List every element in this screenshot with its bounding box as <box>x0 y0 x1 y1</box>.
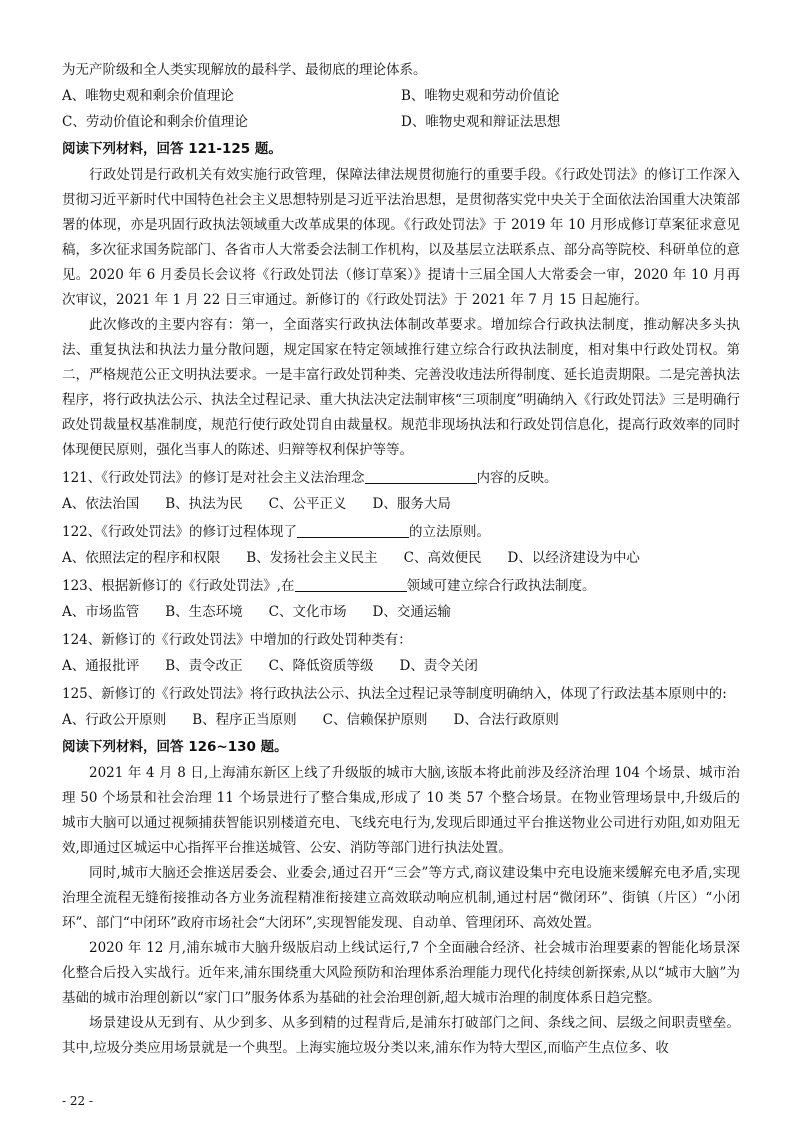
prev-options-row-2 <box>62 110 740 135</box>
question-stem <box>62 681 740 707</box>
option: D、唯物史观和辩证法思想 <box>401 114 561 130</box>
option: A、唯物史观和剩余价值理论 <box>62 88 234 104</box>
intro-line: 为无产阶级和全人类实现解放的最科学、最彻底的理论体系。 <box>62 62 427 78</box>
option: D、责令关闭 <box>399 658 478 674</box>
question-text: 124、新修订的《行政处罚法》中增加的行政处罚种类有： <box>62 632 412 648</box>
answer-blank <box>297 521 409 538</box>
option: C、高效便民 <box>403 550 482 566</box>
option: C、劳动价值论和剩余价值理论 <box>62 114 248 130</box>
option: A、通报批评 <box>62 658 140 674</box>
question-stem <box>62 519 740 545</box>
section-heading: 阅读下列材料，回答 126~130 题。 <box>62 739 288 755</box>
document-page <box>62 58 740 1061</box>
option: A、市场监管 <box>62 604 140 620</box>
option: B、唯物史观和劳动价值论 <box>401 88 560 104</box>
material-paragraph: 2021 年 4 月 8 日,上海浦东新区上线了升级版的城市大脑,该版本将此前涉及经济治理 104 个场景、城市治理 50 个场景和社会治理 11 个场景进行了整合集成,形成了 10 类 57 个整合场景。在物业管理场景中,升级后的城市大脑可以通过视频捕获智能识别楼道充电、飞线充电行为,发现后即通过平台推送物业公司进行劝阻,如劝阻无效,即通过区城运中心指挥平台推送城管、公安、消防等部门进行执法处置。 <box>62 765 740 856</box>
option: A、依法治国 <box>62 496 140 512</box>
options-row <box>62 654 740 679</box>
question-stem <box>62 465 740 491</box>
question-text: 122、《行政处罚法》的修订过程体现了 <box>62 524 298 540</box>
option: C、公平正义 <box>268 496 347 512</box>
question-text: 121、《行政处罚法》的修订是对社会主义法治理念 <box>62 470 365 486</box>
options-row <box>62 546 740 571</box>
answer-blank <box>365 467 477 484</box>
option: D、服务大局 <box>372 496 451 512</box>
page-number: - 22 - <box>62 1094 94 1108</box>
question-stem <box>62 573 740 599</box>
material-paragraph: 行政处罚是行政机关有效实施行政管理，保障法律法规贯彻施行的重要手段。《行政处罚法》的修订工作深入贯彻习近平新时代中国特色社会主义思想特别是习近平法治思想，是贯彻落实党中央关于全面依法治国重大决策部署的体现，亦是巩固行政执法领域重大改革成果的体现。《行政处罚法》于 2019 年 10 月形成修订草案征求意见稿，多次征求国务院部门、各省市人大常委会法制工作机构，以及基层立法联系点、部分高等院校、科研单位的意见。2020 年 6 月委员长会议将《行政处罚法（修订草案）》提请十三届全国人大常委会一审，2020 年 10 月再次审议，2021 年 1 月 22 日三审通过。新修订的《行政处罚法》于 2021 年 7 月 15 日起施行。 <box>62 167 740 308</box>
question-text: 内容的反映。 <box>476 470 558 486</box>
option: B、程序正当原则 <box>192 712 297 728</box>
option: D、以经济建设为中心 <box>507 550 640 566</box>
options-row <box>62 708 740 733</box>
material-paragraph: 场景建设从无到有、从少到多、从多到精的过程背后,是浦东打破部门之间、条线之间、层级之间职责壁垒。其中,垃圾分类应用场景就是一个典型。上海实施垃圾分类以来,浦东作为特大型区,而临产生点位多、收 <box>62 1015 740 1056</box>
option: B、责令改正 <box>165 658 243 674</box>
material-paragraph: 同时,城市大脑还会推送居委会、业委会,通过召开“三会”等方式,商议建设集中充电设施来缓解充电矛盾,实现治理全流程无缝衔接推动各方业务流程精准衔接建立高效联动响应机制,通过村居“微闭环”、街镇（片区）“小闭环”、部门“中闭环”政府市场社会“大闭环”,实现智能发现、自动单、管理闭环、高效处置。 <box>62 865 740 931</box>
option: D、交通运输 <box>372 604 451 620</box>
section-heading: 阅读下列材料，回答 121-125 题。 <box>62 141 282 157</box>
option: D、合法行政原则 <box>453 712 559 728</box>
question-stem <box>62 627 740 653</box>
material-paragraph: 此次修改的主要内容有：第一，全面落实行政执法体制改革要求。增加综合行政执法制度，推动解决多头执法、重复执法和执法力量分散问题，规定国家在特定领域推行建立综合行政执法制度，相对集中行政处罚权。第二，严格规范公正文明执法要求。一是丰富行政处罚种类、完善没收违法所得制度、延长追责期限。二是完善执法程序，将行政执法公示、执法全过程记录、重大执法决定法制审核“三项制度”明确纳入《行政处罚法》三是明确行政处罚裁量权基准制度，规范行使行政处罚自由裁量权。规范非现场执法和行政处罚信息化，提高行政效率的同时体现便民原则，强化当事人的陈述、归辩等权利保护等等。 <box>62 317 740 458</box>
option: C、降低资质等级 <box>268 658 374 674</box>
option: C、信赖保护原则 <box>322 712 428 728</box>
options-row <box>62 492 740 517</box>
options-row <box>62 600 740 625</box>
option: A、依照法定的程序和权限 <box>62 550 221 566</box>
option: A、行政公开原则 <box>62 712 167 728</box>
option: B、生态环境 <box>165 604 243 620</box>
option: B、发扬社会主义民主 <box>246 550 378 566</box>
question-text: 125、新修订的《行政处罚法》将行政执法公示、执法全过程记录等制度明确纳入，体现了行政法基本原则中的: <box>62 686 727 702</box>
question-text: 领域可建立综合行政执法制度。 <box>406 578 596 594</box>
question-text: 的立法原则。 <box>409 524 491 540</box>
prev-options-row-1 <box>62 84 740 109</box>
option: B、执法为民 <box>165 496 243 512</box>
answer-blank <box>295 575 407 592</box>
option: C、文化市场 <box>268 604 347 620</box>
question-text: 123、根据新修订的《行政处罚法》,在 <box>62 578 295 594</box>
material-paragraph: 2020 年 12 月,浦东城市大脑升级版启动上线试运行,7 个全面融合经济、社会城市治理要素的智能化场景深化整合后投入实战行。近年来,浦东围绕重大风险预防和治理体系治理能力现代化持续创新探索,从以“城市大脑”为基础的城市治理创新以“家门口”服务体系为基础的社会治理创新,超大城市治理的制度体系日趋完整。 <box>62 940 740 1006</box>
